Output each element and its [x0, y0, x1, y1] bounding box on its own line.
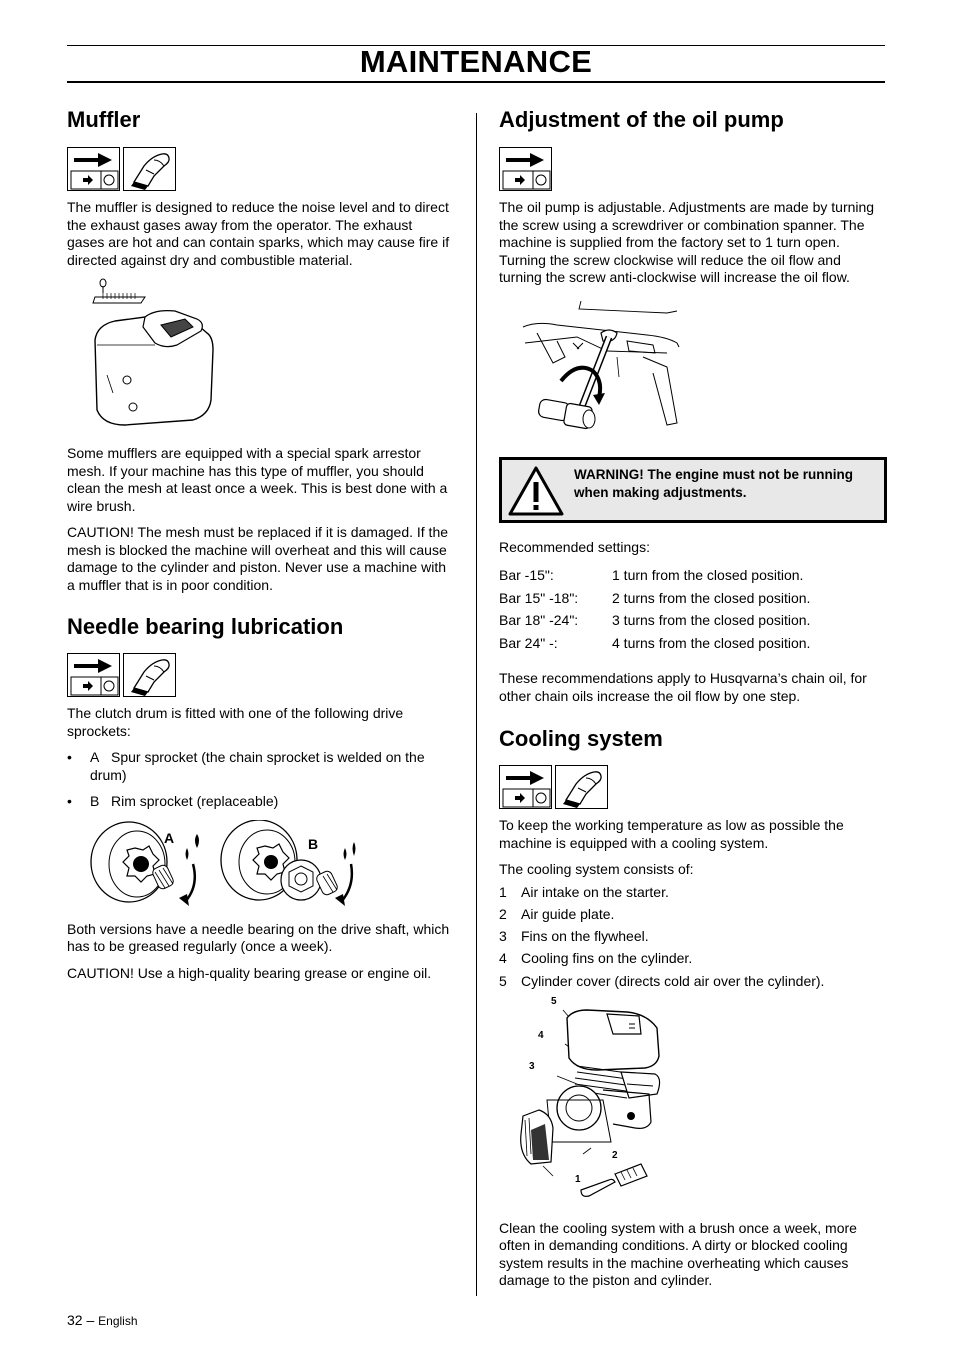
callout-4: 4: [538, 1029, 544, 1041]
table-row: Bar 18" -24": 3 turns from the closed position.: [499, 612, 811, 628]
cooling-consists-label: The cooling system consists of:: [499, 861, 694, 877]
list-item: 5 Cylinder cover (directs cold air over the cylinder).: [499, 972, 825, 989]
oilpump-icons: [499, 147, 887, 191]
muffler-paragraph-1: The muffler is designed to reduce the noise level and to direct the exhaust gases away from the operator. The exhaust gases are hot and can contain sparks, which may cause fire if directed against dry and combustible material.: [67, 199, 450, 268]
recommended-settings-label: Recommended settings:: [499, 538, 650, 555]
needle-paragraph-1: Both versions have a needle bearing on the drive shaft, which has to be greased regularly (once a week).: [67, 920, 450, 954]
muffler-illustration: [67, 275, 453, 445]
needle-icons: [67, 653, 453, 697]
callout-1: 1: [575, 1173, 581, 1185]
footer-language: English: [98, 1314, 138, 1328]
oilpump-paragraph-2: These recommendations apply to Husqvarna’s chain oil, for other chain oils increase the oil flow by one step.: [499, 670, 867, 704]
engine-off-arrow-icon: [499, 147, 552, 191]
sprocket-label-a: A: [164, 829, 175, 846]
engine-off-arrow-icon: [67, 653, 120, 697]
needle-intro: The clutch drum is fitted with one of the following drive sprockets:: [67, 705, 404, 739]
list-item: 2 Air guide plate.: [499, 905, 615, 922]
warning-box: [499, 457, 887, 523]
table-row: Bar 15" -18": 2 turns from the closed position.: [499, 589, 811, 606]
sprocket-illustration: [67, 820, 453, 908]
table-row: Bar 24" -: 4 turns from the closed position.: [499, 634, 811, 651]
sprocket-label-b: B: [308, 835, 319, 852]
settings-table: [499, 564, 810, 654]
right-column: [499, 106, 887, 1290]
muffler-heading: Muffler: [67, 107, 141, 132]
list-item: 4 Cooling fins on the cylinder.: [499, 950, 693, 967]
cooling-parts-list: [499, 881, 887, 992]
cooling-illustration: [499, 995, 887, 1208]
oilpump-paragraph-1: The oil pump is adjustable. Adjustments are made by turning the screw using a screwdriver or combination spanner. The machine is supplied from the factory set to 1 turn open. Turning the screw clockwise will reduce the oil flow and turning the screw anti-clockwise will increase the oil flow.: [499, 199, 875, 285]
engine-off-arrow-icon: [499, 765, 552, 809]
protective-glove-icon: [555, 765, 608, 809]
cooling-paragraph-2: Clean the cooling system with a brush once a week, more often in demanding conditions. A dirty or blocked cooling system results in the machine overheating which causes damage to the piston and cylinder.: [499, 1219, 857, 1289]
column-divider: [476, 113, 477, 1296]
protective-glove-icon: [123, 147, 176, 191]
warning-text: WARNING! The engine must not be running when making adjustments.: [574, 466, 853, 500]
callout-2: 2: [612, 1149, 618, 1161]
list-item: • A Spur sprocket (the chain sprocket is welded on the drum): [67, 749, 425, 783]
list-item: 1 Air intake on the starter.: [499, 883, 669, 900]
table-row: Bar -15": 1 turn from the closed position.: [499, 567, 804, 583]
header-rule-bottom: [67, 81, 885, 83]
sprocket-list: [67, 749, 453, 811]
list-item: 3 Fins on the flywheel.: [499, 928, 649, 945]
muffler-icons: [67, 147, 453, 191]
callout-5: 5: [551, 995, 557, 1007]
engine-off-arrow-icon: [67, 147, 120, 191]
oilpump-illustration: [499, 297, 887, 449]
protective-glove-icon: [123, 653, 176, 697]
muffler-paragraph-2: Some mufflers are equipped with a special spark arrestor mesh. If your machine has this type of muffler, you should clean the mesh at least once a week. This is best done with a wire brush.: [67, 445, 448, 514]
list-item: • B Rim sprocket (replaceable): [67, 793, 279, 809]
callout-3: 3: [529, 1060, 535, 1072]
needle-paragraph-2: CAUTION! Use a high-quality bearing grease or engine oil.: [67, 964, 432, 981]
cooling-heading: Cooling system: [499, 726, 663, 751]
page-title: MAINTENANCE: [359, 44, 593, 79]
left-column: [67, 106, 453, 982]
muffler-paragraph-3: CAUTION! The mesh must be replaced if it is damaged. If the mesh is blocked the machine will overheat and this will cause damage to the cylinder and piston. Never use a machine with a muffler that is in poor condition.: [67, 524, 449, 593]
cooling-paragraph-1: To keep the working temperature as low as possible the machine is equipped with a cooling system.: [499, 817, 844, 851]
cooling-icons: [499, 765, 887, 809]
page-number: 32 –: [67, 1312, 95, 1328]
needle-heading: Needle bearing lubrication: [67, 614, 344, 639]
page-footer: [67, 1312, 138, 1328]
warning-triangle-icon: [506, 464, 566, 518]
oilpump-heading: Adjustment of the oil pump: [499, 107, 784, 132]
